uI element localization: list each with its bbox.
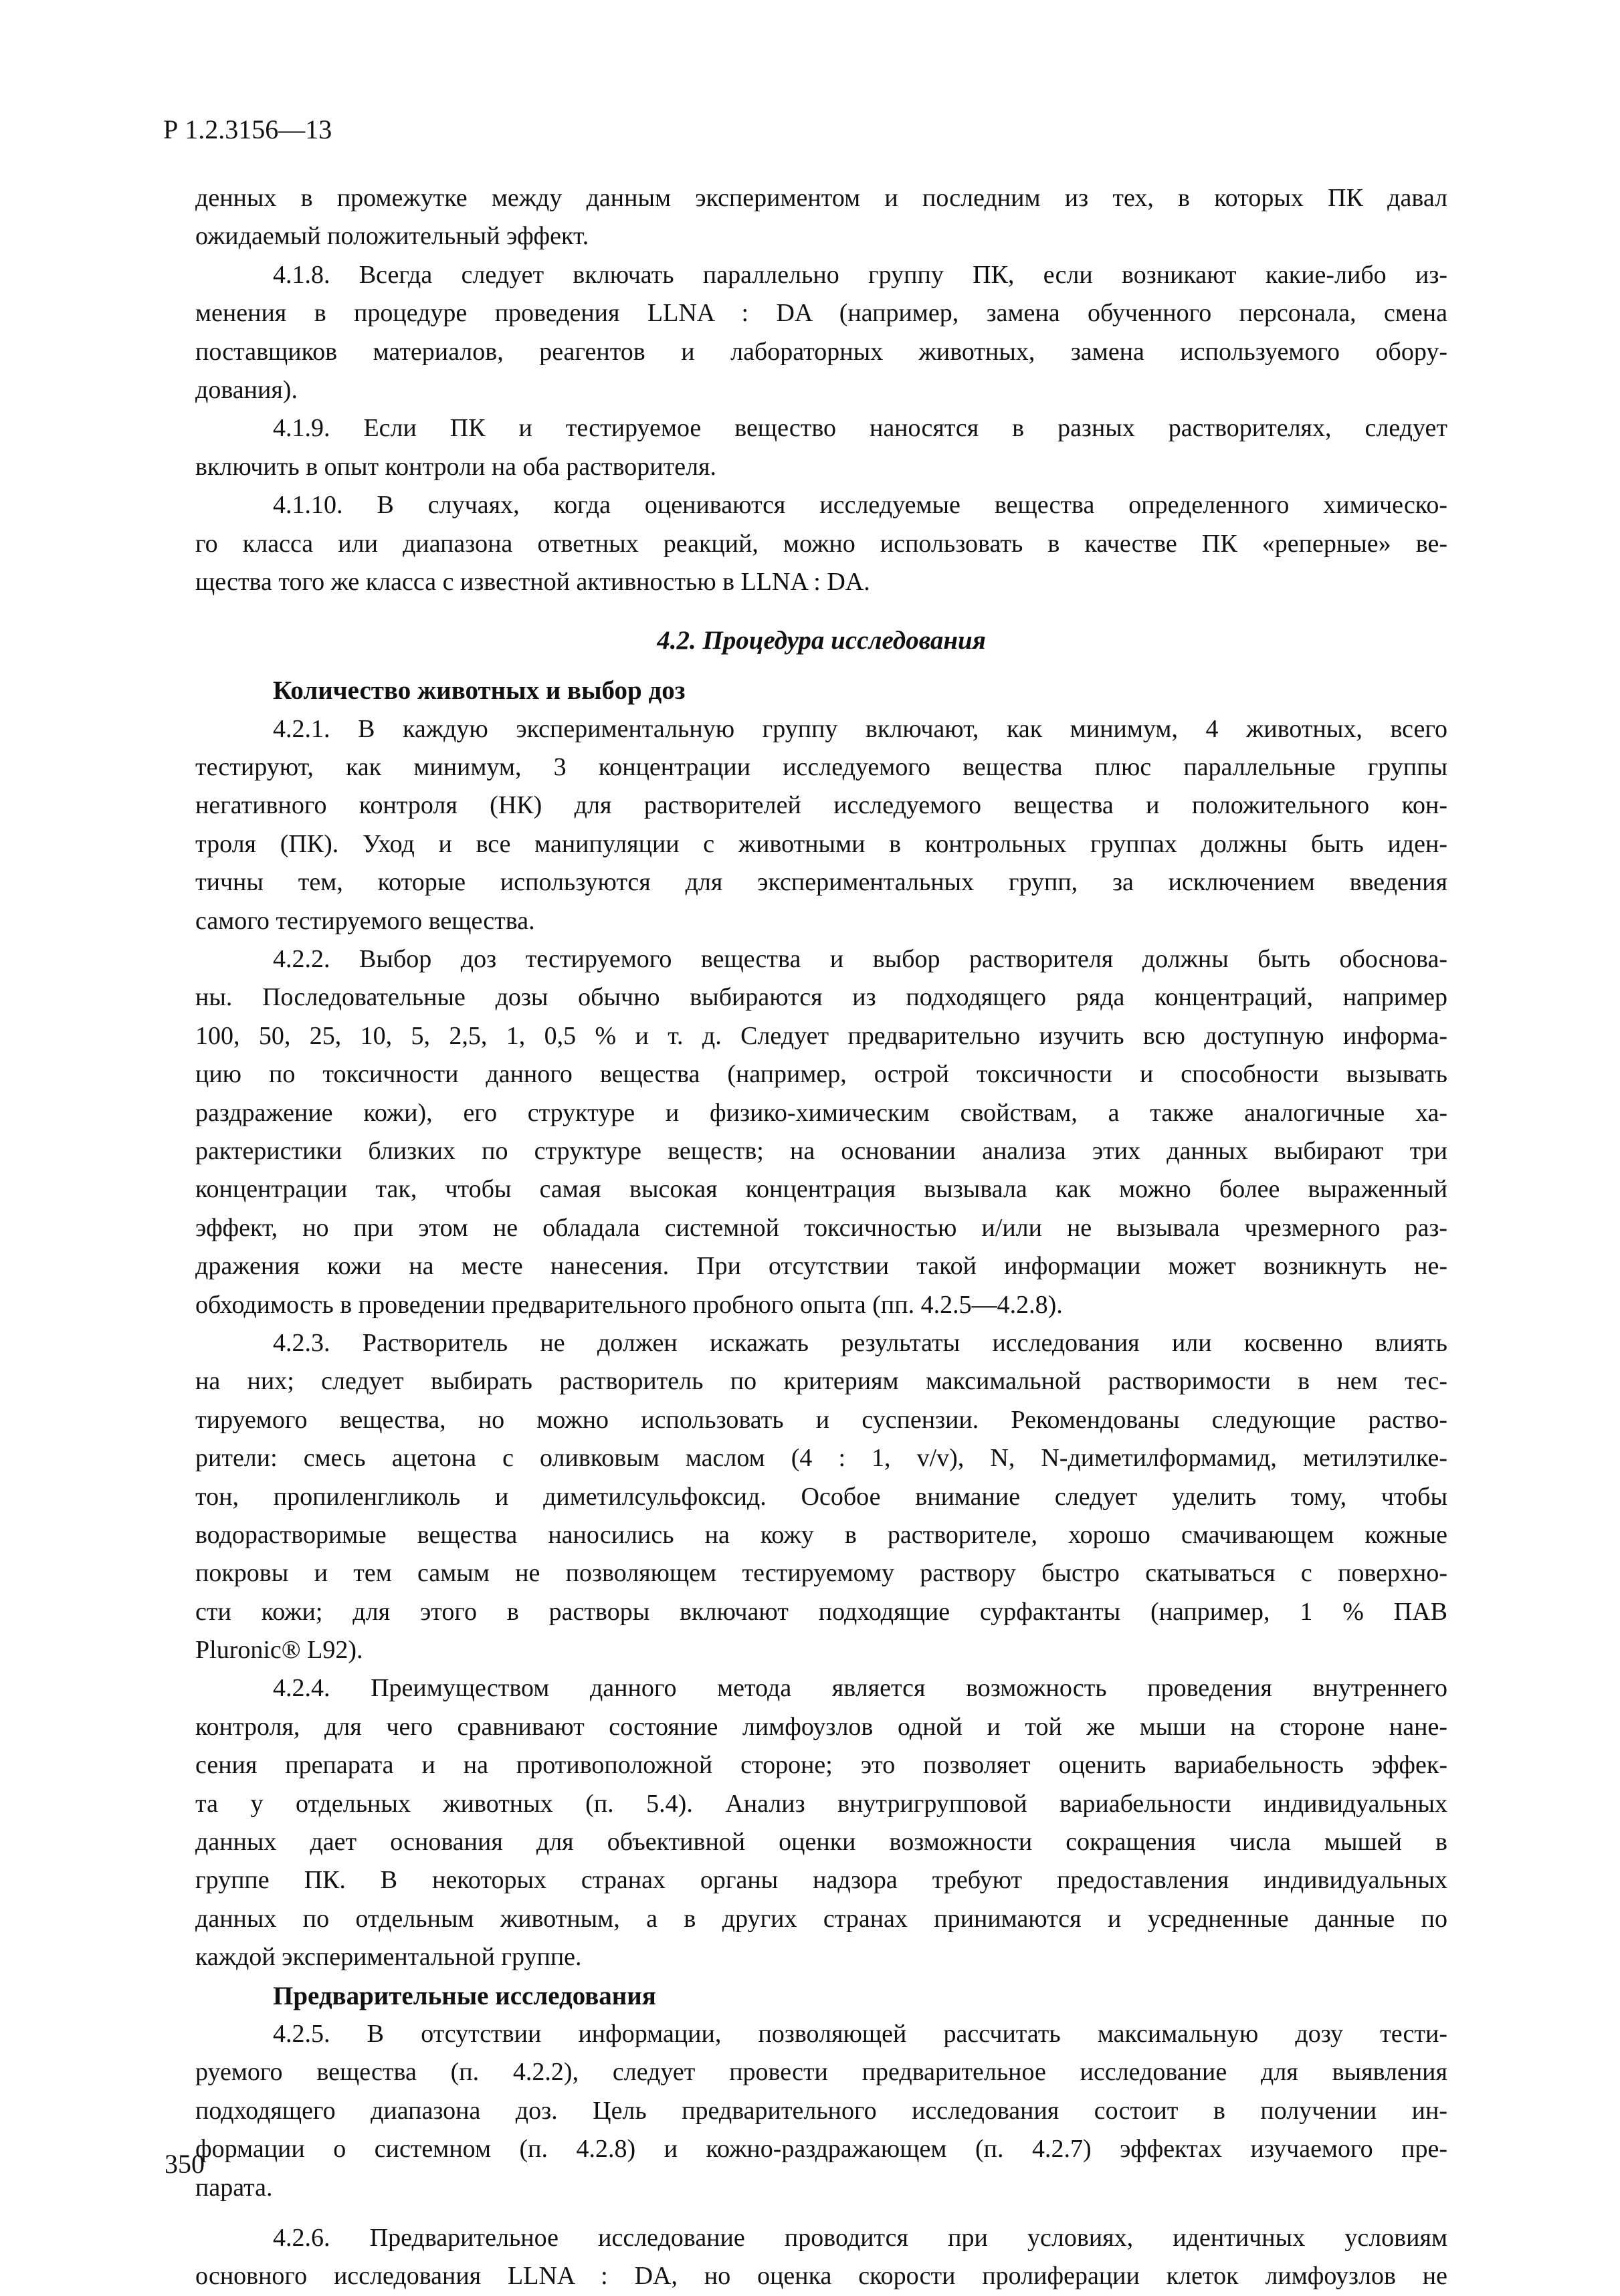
text-line: 4.2.6. Предварительное исследование проводится при условиях, идентичных условиям	[273, 2223, 1447, 2252]
text-line: 4.1.10. В случаях, когда оцениваются исследуемые вещества определенного химическо-	[273, 491, 1447, 520]
text-line: группе ПК. В некоторых странах органы надзора требуют предоставления индивидуальных	[195, 1866, 1447, 1895]
text-line: го класса или диапазона ответных реакций, можно использовать в качестве ПК «реперные» ве-	[195, 529, 1447, 558]
text-line: парата.	[195, 2173, 273, 2202]
text-line: менения в процедуре проведения LLNA : DA (например, замена обученного персонала, смена	[195, 299, 1447, 328]
text-line: рители: смесь ацетона с оливковым маслом (4 : 1, v/v), N, N-диметилформамид, метилэтилке-	[195, 1444, 1447, 1473]
text-line: эффект, но при этом не обладала системной токсичностью и/или не вызывала чрезмерного раз-	[195, 1213, 1447, 1242]
text-line: щества того же класса с известной активностью в LLNA : DA.	[195, 567, 870, 596]
paragraph-4-1-10	[195, 486, 1447, 601]
text-line: дражения кожи на месте нанесения. При отсутствии такой информации может возникнуть не-	[195, 1252, 1447, 1281]
text-line: подходящего диапазона доз. Цель предварительного исследования состоит в получении ин-	[195, 2096, 1447, 2125]
text-line: троля (ПК). Уход и все манипуляции с животными в контрольных группах должны быть иден-	[195, 829, 1447, 858]
paragraph-4-1-9	[195, 409, 1447, 486]
text-line: 4.2.2. Выбор доз тестируемого вещества и выбор растворителя должны быть обоснова-	[273, 945, 1447, 974]
paragraph-4-2-1	[195, 710, 1447, 940]
text-line: основного исследования LLNA : DA, но оценка скорости пролиферации клеток лимфоузлов не	[195, 2262, 1447, 2291]
text-line: тон, пропиленгликоль и диметилсульфоксид. Особое внимание следует уделить тому, чтобы	[195, 1482, 1447, 1511]
text-line: на них; следует выбирать растворитель по критериям максимальной растворимости в нем тес-	[195, 1367, 1447, 1396]
text-line: руемого вещества (п. 4.2.2), следует провести предварительное исследование для выявления	[195, 2058, 1447, 2087]
paragraph-4-2-3	[195, 1324, 1447, 1670]
page-number: 350	[165, 2149, 205, 2179]
subheading-animals-doses: Количество животных и выбор доз	[273, 676, 686, 706]
text-line: включить в опыт контроли на оба растворителя.	[195, 452, 717, 481]
text-line: данных дает основания для объективной оценки возможности сокращения числа мышей в	[195, 1828, 1447, 1857]
paragraph-4-2-4	[195, 1669, 1447, 1976]
text-line: концентрации так, чтобы самая высокая концентрация вызывала как можно более выраженный	[195, 1175, 1447, 1204]
text-line: водорастворимые вещества наносились на кожу в растворителе, хорошо смачивающем кожные	[195, 1520, 1447, 1549]
text-line: 4.1.9. Если ПК и тестируемое вещество наносятся в разных растворителях, следует	[273, 414, 1447, 443]
text-line: 4.2.3. Растворитель не должен искажать результаты исследования или косвенно влиять	[273, 1328, 1447, 1357]
paragraph-continuation	[195, 179, 1447, 256]
text-line: та у отдельных животных (п. 5.4). Анализ внутригрупповой вариабельности индивидуальных	[195, 1789, 1447, 1818]
text-line: сения препарата и на противоположной стороне; это позволяет оценить вариабельность эффек-	[195, 1751, 1447, 1780]
text-line: раздражение кожи), его структуре и физико-химическим свойствам, а также аналогичные ха-	[195, 1098, 1447, 1127]
body-text	[195, 179, 1447, 2296]
text-line: негативного контроля (НК) для растворителей исследуемого вещества и положительного кон-	[195, 791, 1447, 820]
text-line: 4.2.5. В отсутствии информации, позволяющей рассчитать максимальную дозу тести-	[273, 2019, 1447, 2048]
text-line: денных в промежутке между данным экспериментом и последним из тех, в которых ПК давал	[195, 184, 1447, 212]
text-line: тичны тем, которые используются для экспериментальных групп, за исключением введения	[195, 868, 1447, 897]
text-line: рактеристики близких по структуре веществ; на основании анализа этих данных выбирают три	[195, 1136, 1447, 1165]
paragraph-4-2-2	[195, 940, 1447, 1324]
text-line: поставщиков материалов, реагентов и лабораторных животных, замена используемого обору-	[195, 337, 1447, 366]
text-line: 4.2.4. Преимуществом данного метода является возможность проведения внутреннего	[273, 1674, 1447, 1703]
subheading-preliminary: Предварительные исследования	[273, 1981, 656, 2010]
paragraph-4-2-5	[195, 2015, 1447, 2207]
text-line: 4.2.1. В каждую экспериментальную группу включают, как минимум, 4 животных, всего	[273, 714, 1447, 743]
text-line: ожидаемый положительный эффект.	[195, 222, 589, 251]
paragraph-4-2-6	[195, 2219, 1447, 2296]
text-line: Pluronic® L92).	[195, 1636, 363, 1665]
section-heading: 4.2. Процедура исследования	[657, 626, 986, 655]
text-line: тестируют, как минимум, 3 концентрации исследуемого вещества плюс параллельные группы	[195, 753, 1447, 782]
text-line: тируемого вещества, но можно использовать и суспензии. Рекомендованы следующие раство-	[195, 1405, 1447, 1434]
text-line: формации о системном (п. 4.2.8) и кожно-раздражающем (п. 4.2.7) эффектах изучаемого пре-	[195, 2135, 1447, 2164]
text-line: самого тестируемого вещества.	[195, 906, 535, 935]
text-line: каждой экспериментальной группе.	[195, 1943, 582, 1972]
text-line: данных по отдельным животным, а в других странах принимаются и усредненные данные по	[195, 1904, 1447, 1933]
text-line: сти кожи; для этого в растворы включают подходящие сурфактанты (например, 1 % ПАВ	[195, 1597, 1447, 1626]
text-line: покровы и тем самым не позволяющем тестируемому раствору быстро скатываться с поверхно-	[195, 1559, 1447, 1588]
text-line: 4.1.8. Всегда следует включать параллельно группу ПК, если возникают какие-либо из-	[273, 260, 1447, 289]
text-line: дования).	[195, 375, 298, 404]
text-line: обходимость в проведении предварительного пробного опыта (пп. 4.2.5—4.2.8).	[195, 1290, 1063, 1319]
document-number: Р 1.2.3156—13	[163, 114, 332, 144]
text-line: 100, 50, 25, 10, 5, 2,5, 1, 0,5 % и т. д. Следует предварительно изучить всю доступную информа-	[195, 1021, 1447, 1050]
text-line: контроля, для чего сравнивают состояние лимфоузлов одной и той же мыши на стороне нане-	[195, 1712, 1447, 1741]
paragraph-4-1-8	[195, 256, 1447, 410]
text-line: ны. Последовательные дозы обычно выбираются из подходящего ряда концентраций, например	[195, 983, 1447, 1012]
text-line: цию по токсичности данного вещества (например, острой токсичности и способности вызывать	[195, 1060, 1447, 1089]
